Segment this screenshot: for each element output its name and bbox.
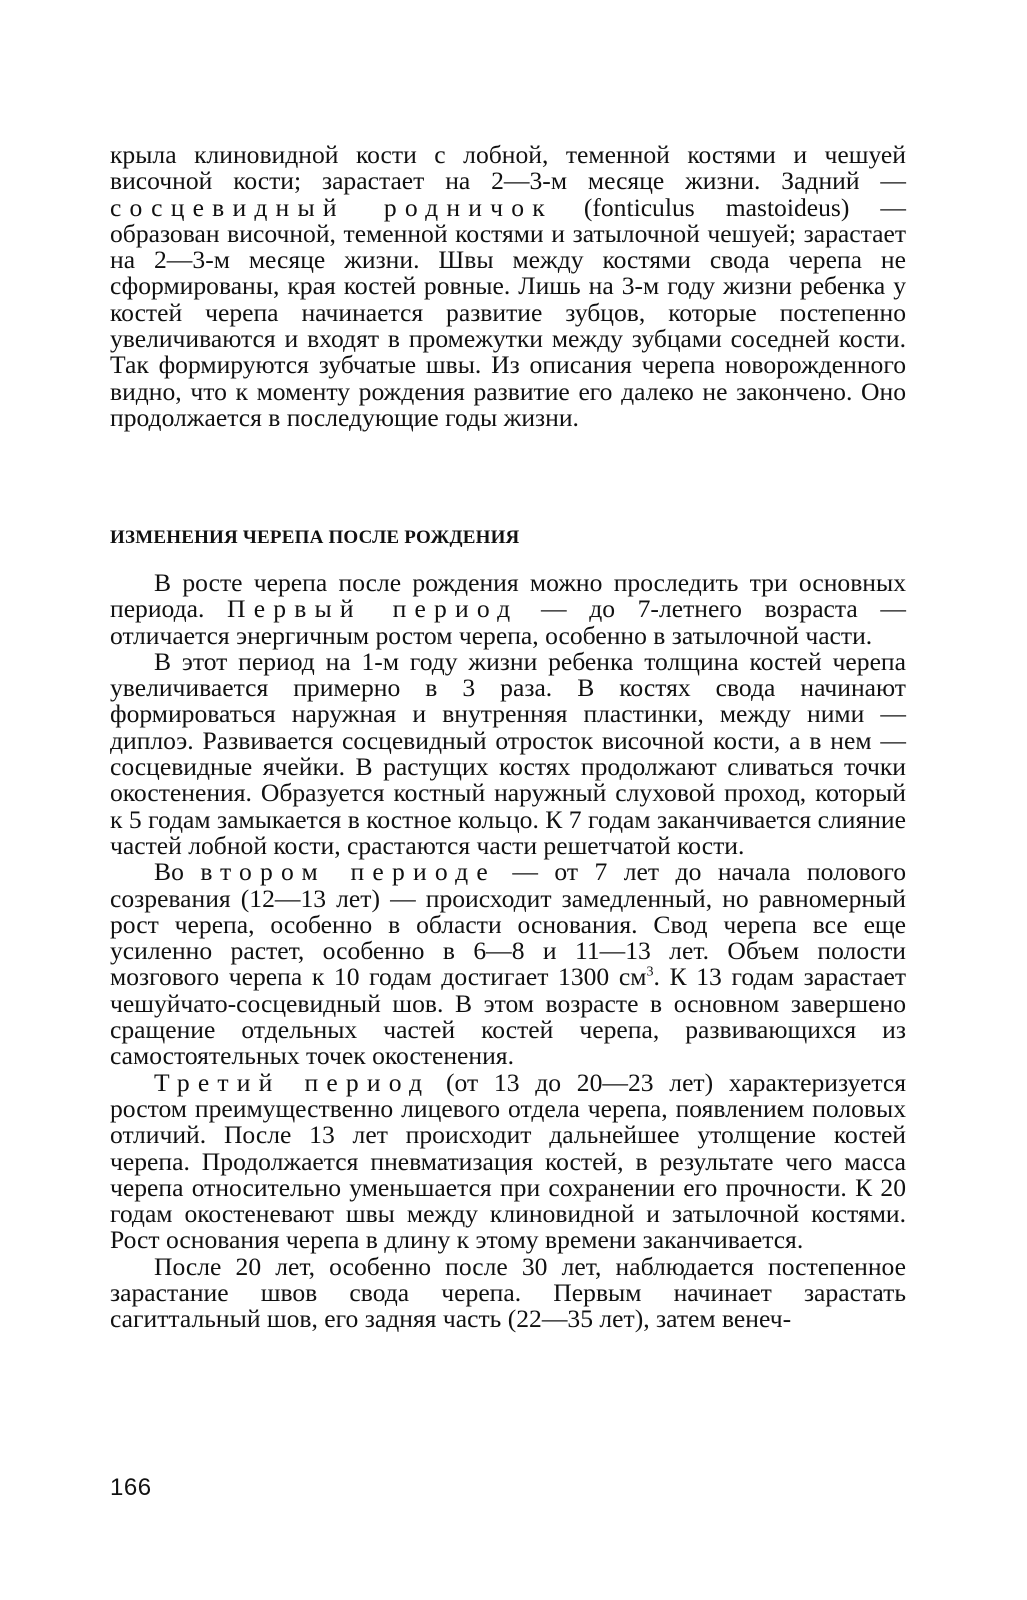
paragraph-periods-text-1: В росте черепа после рождения можно проследить три основных периода. [110,568,906,624]
paragraph-second-text-1: Во [154,857,201,887]
continuation-text-1: крыла клиновидной кости с лобной, теменной костями и чешуей височной кости; зарастает на 2—3-м месяце жизни. Задний — [110,140,906,196]
paragraph-second-period [110,859,906,1069]
paragraph-third-period [110,1067,906,1255]
term-mastoid-fontanelle: сосцевидный родничок [110,192,553,222]
paragraph-second-text-3: . К 13 годам зарастает чешуйчато-сосцевидный шов. В этом возрасте в основном завершено сращение отдельных частей костей черепа, развивающихся из самостоятельных точек окостенения. [110,962,906,1071]
continuation-text-2: (fonticulus mastoideus) — образован височной, теменной костями и затылочной чешуей; зарастает на 2—3-м месяце жизни. Швы между костями свода черепа не сформированы, края костей ровные. Лишь на 3-м году жизни ребенка у костей черепа начинается развитие зубцов, которые постепенно увеличиваются и входят в промежутки между зубцами соседней кости. Так формируются зубчатые швы. Из описания черепа новорожденного видно, что к моменту рождения развитие его далеко не закончено. Оно продолжается в последующие годы жизни. [110,192,907,432]
paragraph-after-twenty: После 20 лет, особенно после 30 лет, наблюдается постепенное зарастание швов свода черепа. Первым начинает зарастать сагиттальный шов, его задняя часть (22—35 лет), затем венеч- [110,1251,906,1334]
term-third-period: Третий период [154,1067,431,1097]
page-body [110,140,907,1334]
page-number: 166 [110,1474,152,1501]
superscript-3: 3 [646,963,654,980]
term-first-period: Первый период [227,594,519,624]
paragraph-first-year: В этот период на 1-м году жизни ребенка толщина костей черепа увеличивается примерно в 3 раза. В костях свода начинают формироваться наружная и внутренняя пластинки, между ними — диплоэ. Развивается сосцевидный отросток височной кости, а в нем — сосцевидные ячейки. В растущих костях продолжают сливаться точки окостенения. Образуется костный наружный слуховой проход, который к 5 годам замыкается в костное кольцо. К 7 годам заканчивается слияние частей лобной кости, срастаются части решетчатой кости. [110,646,906,860]
continuation-paragraph [110,142,906,431]
paragraph-periods [110,570,906,649]
section-body [110,570,906,1333]
term-second-period: втором периоде [200,857,496,887]
paragraph-second-text-2: — от 7 лет до начала полового созревания (12—13 лет) — происходит замедленный, но равномерный рост черепа, особенно в области основания. Свод черепа все еще усиленно растет, особенно в 6—8 и 11—13 лет. Объем полости мозгового черепа к 10 годам достигает 1300 см [110,857,906,992]
paragraph-periods-text-2: — до 7-летнего возраста — отличается энергичным ростом черепа, особенно в затылочной части. [110,594,906,650]
paragraph-third-text: (от 13 до 20—23 лет) характеризуется ростом преимущественно лицевого отдела черепа, появлением половых отличий. После 13 лет происходит дальнейшее утолщение костей черепа. Продолжается пневматизация костей, в результате чего масса черепа относительно уменьшается при сохранении его прочности. К 20 годам окостеневают швы между клиновидной и затылочной костями. Рост основания черепа в длину к этому времени заканчивается. [110,1067,906,1255]
section-heading: ИЗМЕНЕНИЯ ЧЕРЕПА ПОСЛЕ РОЖДЕНИЯ [110,527,520,548]
